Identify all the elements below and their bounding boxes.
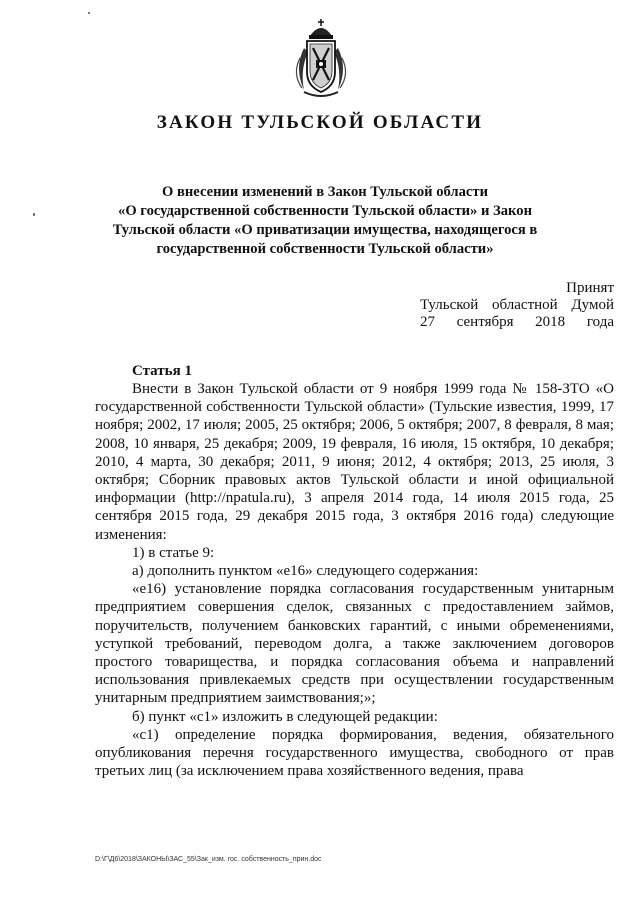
- adoption-block: [420, 280, 614, 331]
- subject-line: «О государственной собственности Тульской области» и Закон: [118, 203, 532, 219]
- article-paragraph: «с1) определение порядка формирования, ведения, обязательного опубликования перечня государственного имущества, свободного от прав третьих лиц (за исключением права хозяйственного ведения, права: [95, 726, 614, 780]
- article-paragraph: 1) в статье 9:: [132, 544, 215, 561]
- subject-line: О внесении изменений в Закон Тульской области: [162, 184, 488, 200]
- tula-coat-of-arms-icon: [290, 18, 352, 98]
- file-path-footer: D:\Г\Д6\2018\ЗАКОНЫ\ЗАС_55\Зак_изм. гос. собственность_прин.doc: [95, 856, 322, 863]
- subject-line: Тульской области «О приватизации имущества, находящегося в: [112, 222, 538, 238]
- subject-line: государственной собственности Тульской области»: [156, 241, 494, 257]
- adoption-date: 27 сентября 2018 года: [420, 314, 614, 330]
- scan-speck: [88, 12, 90, 14]
- law-title: ЗАКОН ТУЛЬСКОЙ ОБЛАСТИ: [156, 112, 484, 133]
- adopting-body: Тульской областной Думой: [420, 297, 614, 313]
- article-heading: Статья 1: [132, 363, 192, 379]
- article-paragraph: б) пункт «с1» изложить в следующей редакции:: [132, 708, 438, 725]
- law-subject: [110, 183, 540, 259]
- article-paragraph: Внести в Закон Тульской области от 9 ноября 1999 года № 158-ЗТО «О государственной собственности Тульской области» (Тульские известия, 1999, 17 ноября; 2002, 17 июля; 2005, 25 октября; 2006, 5 октября; 2007, 8 февраля, 8 мая; 2008, 10 января, 25 декабря; 2009, 19 февраля, 16 июля, 15 октября, 10 декабря; 2010, 4 марта, 30 декабря; 2011, 9 июня; 2012, 4 октября; 2013, 25 июля, 3 октября; Сборник правовых актов Тульской области и иной официальной информации (http://npatula.ru), 3 апреля 2014 года, 14 июля 2015 года, 25 сентября 2015 года, 29 декабря 2015 года, 3 октября 2016 года) следующие изменения:: [95, 381, 614, 543]
- adopted-label: Принят: [566, 280, 614, 296]
- article-paragraph: «е16) установление порядка согласования государственным унитарным предприятием совершения сделок, связанных с предоставлением займов, поручительств, получением банковских гарантий, с иными обременениями, уступкой требований, переводом долга, а также заключением договоров простого товарищества, и порядка согласования объема и направлений использования привлекаемых средств при осуществлении государственным унитарным предприятием заимствования;»;: [95, 581, 614, 707]
- scan-speck: [33, 213, 35, 216]
- article-body: [95, 380, 614, 780]
- article-paragraph: а) дополнить пунктом «е16» следующего содержания:: [132, 563, 479, 580]
